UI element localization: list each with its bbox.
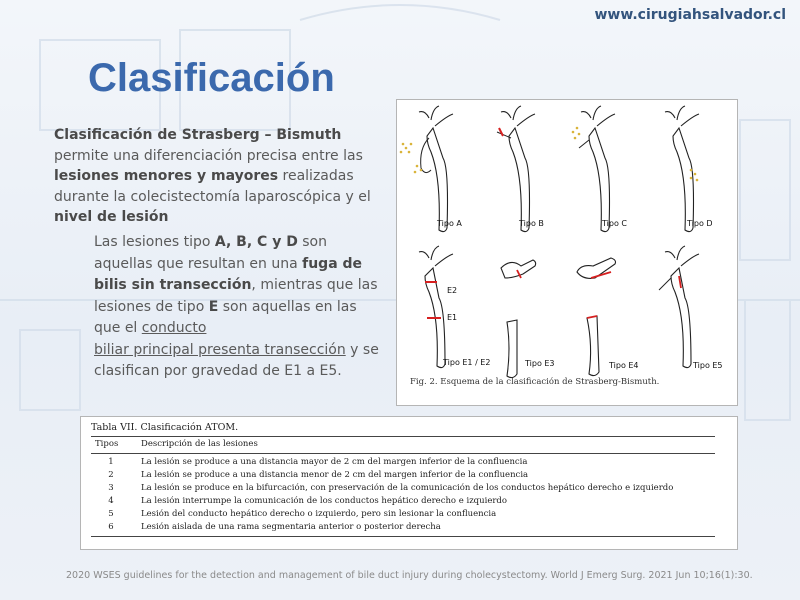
row-1-desc: La lesión se produce a una distancia mayor de 2 cm del margen inferior de la confluencia [141,457,528,467]
diagram-tipo-a [400,106,453,232]
row-1-type: 1 [108,457,114,467]
injury-mark-b [499,128,503,136]
intro-text-1: permite una diferenciación precisa entre las [54,147,363,164]
detail-text-1: Las lesiones tipo [94,234,215,250]
intro-strong-lesions: lesiones menores y mayores [54,168,279,184]
citation-footer: 2020 WSES guidelines for the detection and management of bile duct injury during cholecystectomy. World J Emerg Surg. 2021 Jun 10;16(1):30. [66,570,753,581]
label-tipo-d: Tipo D [687,219,713,228]
intro-strong-classification: Clasificación de Strasberg – Bismuth [54,127,342,143]
row-3-type: 3 [108,483,114,493]
detail-text-2: son aquellas que resultan en una [94,234,327,272]
marker-e1: E1 [447,313,458,322]
detail-paragraph [94,232,384,383]
intro-paragraph [54,125,392,228]
table-row [91,457,715,469]
marker-e2: E2 [447,286,458,295]
table-row [91,509,715,521]
site-url[interactable]: www.cirugiahsalvador.cl [594,7,786,23]
detail-text-4: son aquellas en las que el [94,298,357,336]
bile-leak-dots-c [572,127,581,140]
label-tipo-c: Tipo C [602,219,627,228]
row-5-desc: Lesión del conducto hepático derecho o izquierdo, pero sin lesionar la confluencia [141,509,497,519]
label-tipo-e5: Tipo E5 [693,361,723,370]
label-tipo-e3: Tipo E3 [525,359,555,368]
figure-caption: Fig. 2. Esquema de la clasificación de Strasberg-Bismuth. [410,377,660,387]
row-4-type: 4 [108,496,114,506]
diagram-tipo-e1-e2 [419,246,453,368]
detail-types-abcd: A, B, C y D [214,234,298,250]
table-row [91,483,715,495]
strasberg-bismuth-figure [396,99,738,406]
diagram-tipo-d [665,106,699,232]
detail-text-5: y se clasifican por gravedad de E1 a E5. [94,341,379,379]
table-header-row [91,439,715,451]
table-row [91,470,715,482]
table-rule-header [91,453,715,454]
detail-underline-transection: biliar principal presenta transección [94,341,346,358]
row-4-desc: La lesión interrumpe la comunicación de los conductos hepático derecho e izquierdo [141,496,507,506]
detail-type-e: E [208,298,219,315]
intro-strong-level: nivel de lesión [54,209,169,225]
bile-leak-dots-a [400,143,423,174]
header-descripcion: Descripción de las lesiones [141,439,258,449]
atom-table-title: Tabla VII. Clasificación ATOM. [91,422,239,433]
diagram-tipo-e4 [577,258,616,376]
row-2-type: 2 [108,470,114,480]
detail-text-3: , mientras que las lesiones de tipo [94,277,378,315]
label-tipo-e1-e2: Tipo E1 / E2 [443,358,491,367]
table-row [91,522,715,534]
detail-underline-conducto: conducto [141,320,207,336]
page-title: Clasificación [88,56,335,100]
table-rule-bottom [91,536,715,537]
diagram-tipo-e5 [659,246,699,368]
diagram-tipo-c [572,106,615,232]
detail-leak-phrase: fuga de bilis sin transección [94,255,363,293]
bile-duct-diagrams [397,100,737,405]
row-6-type: 6 [108,522,114,532]
row-6-desc: Lesión aislada de una rama segmentaria anterior o posterior derecha [141,522,441,532]
table-rule-top [91,436,715,437]
header-tipos: Tipos [95,439,119,449]
diagram-tipo-b [497,106,535,232]
row-5-type: 5 [108,509,114,519]
intro-text-2: realizadas durante la colecistectomía laparoscópica y el [54,168,371,205]
label-tipo-e4: Tipo E4 [609,361,639,370]
atom-table [80,416,738,550]
label-tipo-a: Tipo A [437,219,462,228]
label-tipo-b: Tipo B [519,219,544,228]
row-2-desc: La lesión se produce a una distancia menor de 2 cm del margen inferior de la confluencia [141,470,529,480]
row-3-desc: La lesión se produce en la bifurcación, con preservación de la comunicación de los conductos hepático derecho e izquierdo [141,483,674,493]
table-row [91,496,715,508]
